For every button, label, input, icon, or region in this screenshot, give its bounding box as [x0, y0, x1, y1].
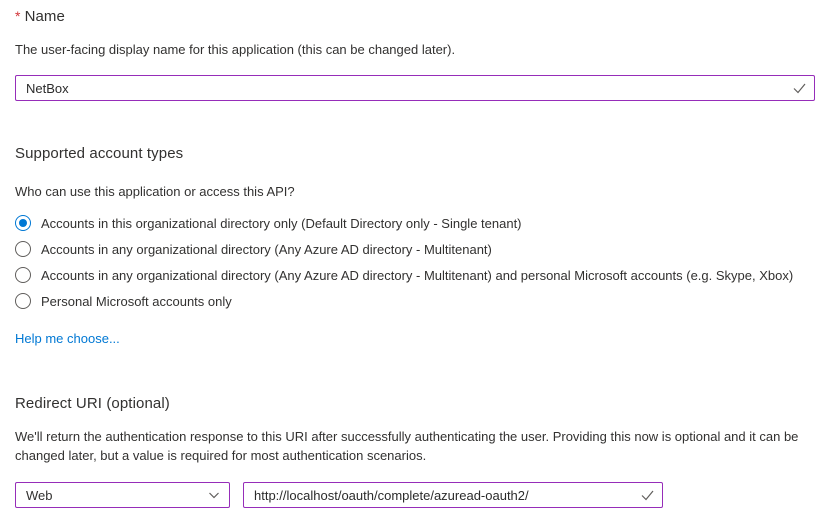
redirect-uri-description: We'll return the authentication response to this URI after successfully authenticating the user. Providing this now is optional and it can be changed later, but a value is required for most authentication scenarios. — [15, 429, 799, 463]
redirect-uri-input[interactable] — [243, 482, 663, 508]
name-section-title — [15, 8, 815, 25]
radio-option-label: Accounts in this organizational directory only (Default Directory only - Single tenant) — [41, 215, 522, 231]
platform-select-value: Web — [26, 487, 53, 503]
radio-option-label: Personal Microsoft accounts only — [41, 293, 232, 309]
platform-select[interactable] — [15, 482, 230, 508]
chevron-down-icon — [207, 488, 221, 502]
redirect-uri-row — [15, 482, 815, 508]
radio-option-single-tenant[interactable] — [15, 210, 815, 236]
help-me-choose-link[interactable]: Help me choose... — [15, 331, 120, 346]
radio-circle — [15, 241, 31, 257]
radio-circle — [15, 293, 31, 309]
name-description: The user-facing display name for this application (this can be changed later). — [15, 42, 456, 57]
radio-option-label: Accounts in any organizational directory (Any Azure AD directory - Multitenant) and personal Microsoft accounts (e.g. Skype, Xbox) — [41, 267, 794, 283]
radio-option-personal-only[interactable] — [15, 288, 815, 314]
name-input-wrap — [15, 75, 815, 101]
name-title-text: Name — [24, 8, 65, 25]
radio-option-label: Accounts in any organizational directory (Any Azure AD directory - Multitenant) — [41, 241, 492, 257]
radio-circle — [15, 267, 31, 283]
radio-circle — [15, 215, 31, 231]
required-asterisk: * — [15, 8, 21, 24]
account-types-question: Who can use this application or access this API? — [15, 184, 295, 199]
account-types-title: Supported account types — [15, 145, 184, 162]
name-input[interactable] — [15, 75, 815, 101]
redirect-uri-title: Redirect URI (optional) — [15, 395, 170, 412]
redirect-uri-input-wrap — [243, 482, 663, 508]
radio-option-multitenant[interactable] — [15, 236, 815, 262]
radio-option-multitenant-personal[interactable] — [15, 262, 815, 288]
account-type-options — [15, 210, 815, 314]
